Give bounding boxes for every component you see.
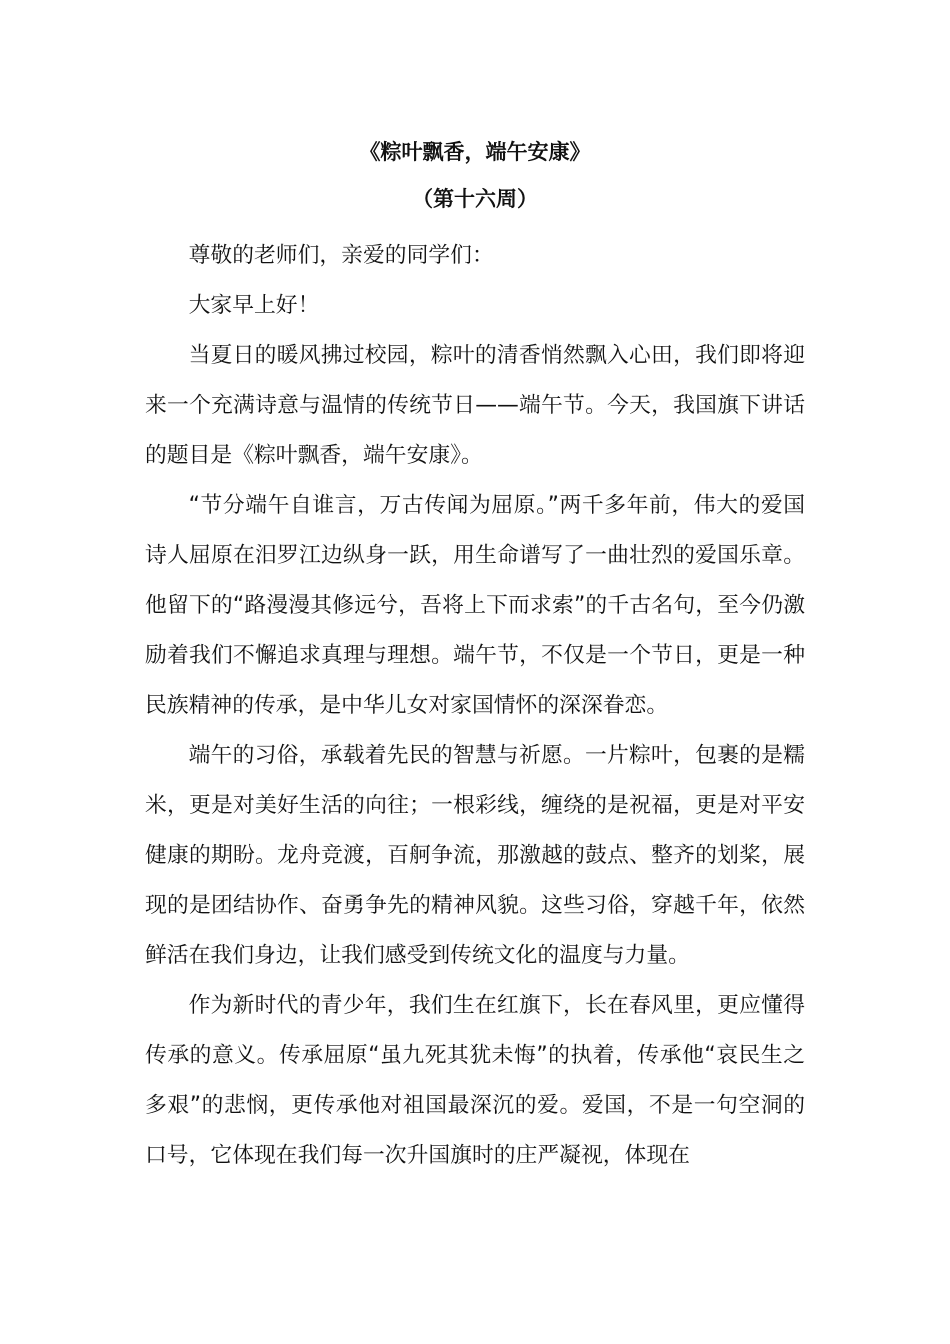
paragraph-3: 端午的习俗，承载着先民的智慧与祈愿。一片粽叶，包裹的是糯米，更是对美好生活的向往；一根彩线，缠绕的是祝福，更是对平安健康的期盼。龙舟竞渡，百舸争流，那激越的鼓点、整齐的划桨，展现的是团结协作、奋勇争先的精神风貌。这些习俗，穿越千年，依然鲜活在我们身边，让我们感受到传统文化的温度与力量。 xyxy=(145,743,805,968)
salutation-line: 大家早上好！ xyxy=(188,293,320,318)
greeting-line: 尊敬的老师们，亲爱的同学们： xyxy=(188,243,494,268)
page-title: 《粽叶飘香，端午安康》 xyxy=(359,140,591,164)
paragraph-2: “节分端午自谁言，万古传闻为屈原。”两千多年前，伟大的爱国诗人屈原在汨罗江边纵身一跃，用生命谱写了一曲壮烈的爱国乐章。他留下的“路漫漫其修远兮，吾将上下而求索”的千古名句，至今仍激励着我们不懈追求真理与理想。端午节，不仅是一个节日，更是一种民族精神的传承，是中华儿女对家国情怀的深深眷恋。 xyxy=(145,493,805,718)
paragraph-1: 当夏日的暖风拂过校园，粽叶的清香悄然飘入心田，我们即将迎来一个充满诗意与温情的传统节日——端午节。今天，我国旗下讲话的题目是《粽叶飘香，端午安康》。 xyxy=(145,343,805,468)
speech-body xyxy=(145,231,805,1181)
paragraph-4: 作为新时代的青少年，我们生在红旗下，长在春风里，更应懂得传承的意义。传承屈原“虽九死其犹未悔”的执着，传承他“哀民生之多艰”的悲悯，更传承他对祖国最深沉的爱。爱国，不是一句空洞的口号，它体现在我们每一次升国旗时的庄严凝视，体现在 xyxy=(145,993,805,1168)
page-subtitle: （第十六周） xyxy=(412,187,538,211)
